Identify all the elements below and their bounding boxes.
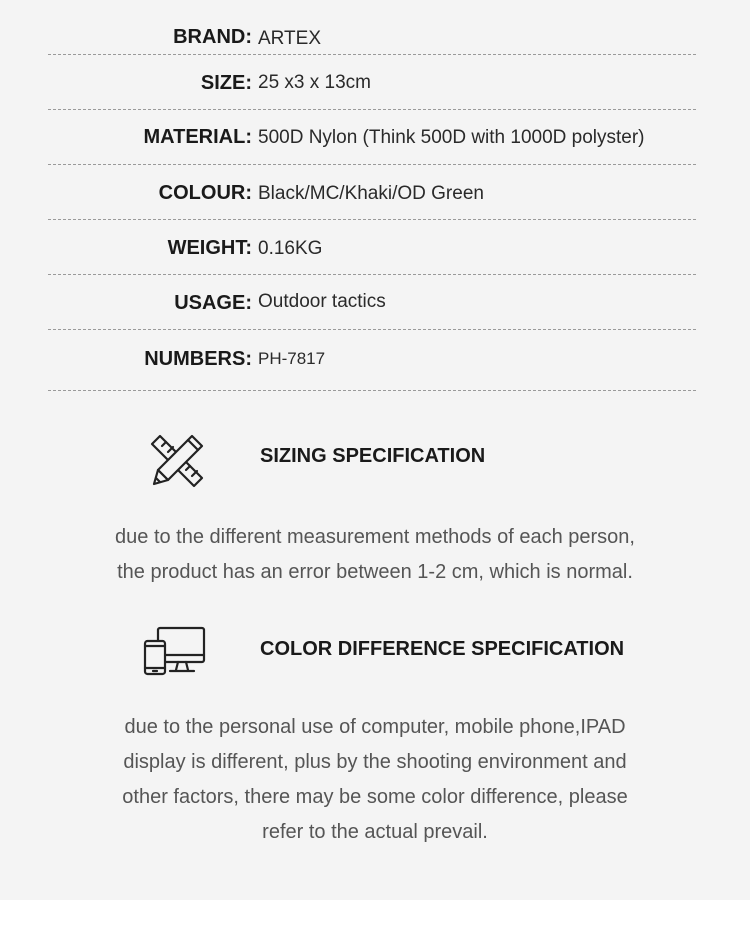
spec-label: COLOUR: [158, 182, 252, 204]
color-diff-line: due to the personal use of computer, mobile phone,IPAD [124, 716, 626, 738]
spec-value: 500D Nylon (Think 500D with 1000D polyster) [258, 127, 645, 148]
sizing-paragraph [0, 520, 750, 590]
color-diff-line: display is different, plus by the shooting environment and [123, 751, 627, 773]
spec-value: 25 x3 x 13cm [258, 72, 371, 93]
color-diff-line: other factors, there may be some color difference, please [122, 786, 628, 808]
spec-row-numbers [48, 329, 696, 391]
spec-value: Outdoor tactics [258, 291, 386, 312]
color-diff-paragraph [0, 710, 750, 850]
spec-row-weight [48, 219, 696, 275]
sizing-line: due to the different measurement methods of each person, [115, 526, 635, 548]
color-diff-title: COLOR DIFFERENCE SPECIFICATION [260, 638, 625, 660]
spec-value: ARTEX [258, 28, 322, 49]
spec-label: NUMBERS: [144, 348, 252, 370]
spec-row-size [48, 54, 696, 110]
spec-row-material [48, 109, 696, 165]
color-diff-line: refer to the actual prevail. [262, 821, 488, 843]
spec-value: PH-7817 [258, 349, 326, 368]
spec-label: USAGE: [174, 292, 252, 314]
spec-label: MATERIAL: [143, 126, 252, 148]
spec-row-brand [48, 0, 696, 55]
spec-label: WEIGHT: [167, 237, 252, 259]
spec-row-usage [48, 274, 696, 330]
ruler-pencil-icon [148, 432, 206, 495]
sizing-title: SIZING SPECIFICATION [260, 445, 486, 467]
devices-icon [142, 625, 208, 682]
sizing-line: the product has an error between 1-2 cm, which is normal. [117, 561, 633, 583]
spec-row-colour [48, 164, 696, 220]
bottom-strip [0, 900, 750, 938]
spec-value: Black/MC/Khaki/OD Green [258, 183, 484, 204]
spec-label: SIZE: [200, 72, 252, 94]
spec-label: BRAND: [173, 26, 252, 48]
spec-value: 0.16KG [258, 238, 323, 259]
